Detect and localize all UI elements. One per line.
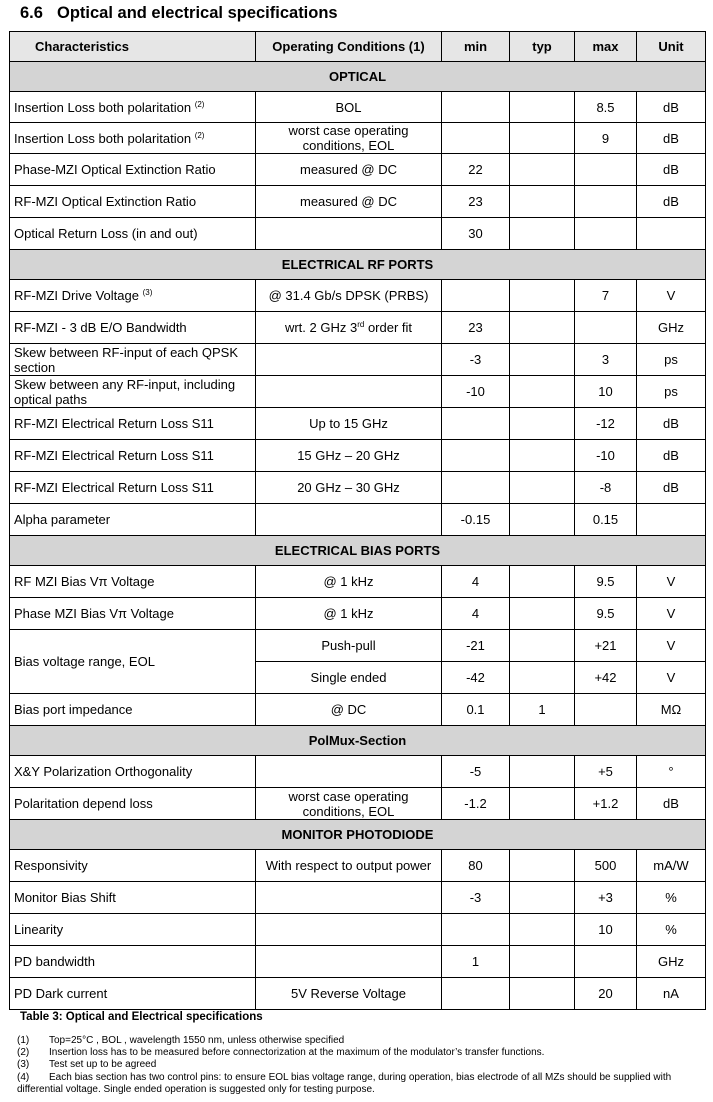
footnote-text: Insertion loss has to be measured before connectorization at the maximum of the modulator’s transfer functions. xyxy=(49,1047,545,1059)
characteristic-text: Phase MZI Bias Vπ Voltage xyxy=(14,606,174,621)
conditions-cell xyxy=(256,92,442,123)
conditions-cell xyxy=(256,154,442,186)
max-cell xyxy=(575,312,637,344)
characteristic-text: RF-MZI Optical Extinction Ratio xyxy=(14,194,197,209)
section-title: ELECTRICAL BIAS PORTS xyxy=(10,536,706,566)
conditions-text: 15 GHz – 20 GHz xyxy=(297,448,400,463)
characteristic-text: Skew between RF-input of each QPSK section xyxy=(14,344,239,375)
unit-cell: ° xyxy=(637,756,706,788)
max-cell: -8 xyxy=(575,472,637,504)
conditions-text: Up to 15 GHz xyxy=(309,416,388,431)
characteristic-text: Bias voltage range, EOL xyxy=(14,654,155,669)
conditions-cell xyxy=(256,978,442,1010)
conditions-cell xyxy=(256,882,442,914)
characteristic-text: Bias port impedance xyxy=(14,702,133,717)
section-heading xyxy=(20,4,338,23)
unit-cell: V xyxy=(637,630,706,662)
table-row xyxy=(10,504,706,536)
footnote-label: (3) xyxy=(17,1059,30,1071)
max-cell: 9.5 xyxy=(575,598,637,630)
table-row xyxy=(10,344,706,376)
typ-cell xyxy=(510,598,575,630)
conditions-cell xyxy=(256,504,442,536)
characteristic-cell xyxy=(10,92,256,123)
footnote-ref: (2) xyxy=(194,130,205,140)
typ-cell xyxy=(510,376,575,408)
conditions-cell xyxy=(256,280,442,312)
conditions-cell xyxy=(256,408,442,440)
unit-cell: % xyxy=(637,914,706,946)
characteristic-cell xyxy=(10,280,256,312)
conditions-text: @ 1 kHz xyxy=(323,606,374,621)
characteristic-cell xyxy=(10,788,256,820)
table-row xyxy=(10,408,706,440)
table-row xyxy=(10,312,706,344)
footnote xyxy=(17,1072,707,1096)
typ-cell xyxy=(510,756,575,788)
typ-cell xyxy=(510,440,575,472)
characteristic-text: X&Y Polarization Orthogonality xyxy=(14,764,193,779)
conditions-cell xyxy=(256,946,442,978)
unit-cell: GHz xyxy=(637,312,706,344)
characteristic-cell xyxy=(10,850,256,882)
characteristic-text: Skew between any RF-input, including optical paths xyxy=(14,376,236,407)
min-cell: 4 xyxy=(442,598,510,630)
typ-cell: 1 xyxy=(510,694,575,726)
col-header-max: max xyxy=(575,32,637,62)
characteristic-cell xyxy=(10,472,256,504)
unit-cell: V xyxy=(637,662,706,694)
conditions-cell xyxy=(256,850,442,882)
unit-cell: dB xyxy=(637,92,706,123)
section-title: MONITOR PHOTODIODE xyxy=(10,820,706,850)
typ-cell xyxy=(510,123,575,154)
table-row xyxy=(10,788,706,820)
min-cell: -3 xyxy=(442,344,510,376)
spec-table xyxy=(9,31,706,1010)
characteristic-text: Responsivity xyxy=(14,858,88,873)
table-row xyxy=(10,92,706,123)
unit-cell: % xyxy=(637,882,706,914)
unit-cell: V xyxy=(637,566,706,598)
conditions-text: With respect to output power xyxy=(265,858,432,873)
max-cell: 9 xyxy=(575,123,637,154)
typ-cell xyxy=(510,914,575,946)
footnote-ref: (3) xyxy=(142,288,153,297)
typ-cell xyxy=(510,978,575,1010)
table-row xyxy=(10,850,706,882)
typ-cell xyxy=(510,154,575,186)
conditions-text: worst case operating conditions, EOL xyxy=(288,788,409,819)
max-cell: 9.5 xyxy=(575,566,637,598)
section-title: ELECTRICAL RF PORTS xyxy=(10,250,706,280)
col-header-characteristics: Characteristics xyxy=(10,32,256,62)
table-row xyxy=(10,218,706,250)
characteristic-cell xyxy=(10,186,256,218)
characteristic-text: PD Dark current xyxy=(14,986,108,1001)
characteristic-text: RF-MZI Drive Voltage xyxy=(14,288,139,303)
table-caption: Table 3: Optical and Electrical specifications xyxy=(20,1011,263,1023)
conditions-text: Single ended xyxy=(310,670,387,685)
table-row xyxy=(10,756,706,788)
footnote-label: (4) xyxy=(17,1071,30,1083)
unit-cell: ps xyxy=(637,376,706,408)
characteristic-text: Polaritation depend loss xyxy=(14,796,153,811)
min-cell: -5 xyxy=(442,756,510,788)
max-cell xyxy=(575,186,637,218)
conditions-cell xyxy=(256,344,442,376)
characteristic-cell xyxy=(10,123,256,154)
min-cell: 30 xyxy=(442,218,510,250)
characteristic-cell xyxy=(10,218,256,250)
max-cell: 7 xyxy=(575,280,637,312)
conditions-cell xyxy=(256,123,442,154)
max-cell xyxy=(575,218,637,250)
min-cell: -10 xyxy=(442,376,510,408)
conditions-text: worst case operating conditions, EOL xyxy=(288,123,409,153)
footnote xyxy=(17,1047,707,1059)
conditions-text: 5V Reverse Voltage xyxy=(291,986,406,1001)
min-cell xyxy=(442,440,510,472)
footnote-label: (2) xyxy=(17,1047,30,1059)
spec-table-body xyxy=(10,62,706,1010)
min-cell: 4 xyxy=(442,566,510,598)
col-header-unit: Unit xyxy=(637,32,706,62)
unit-cell: dB xyxy=(637,154,706,186)
conditions-cell xyxy=(256,694,442,726)
typ-cell xyxy=(510,788,575,820)
characteristic-text: Linearity xyxy=(14,922,64,937)
characteristic-text: Phase-MZI Optical Extinction Ratio xyxy=(14,162,216,177)
characteristic-text: Alpha parameter xyxy=(14,512,111,527)
conditions-text: measured @ DC xyxy=(299,162,397,177)
characteristic-cell xyxy=(10,694,256,726)
min-cell xyxy=(442,92,510,123)
header-row xyxy=(10,32,706,62)
typ-cell xyxy=(510,850,575,882)
footnote-label: (1) xyxy=(17,1035,30,1046)
typ-cell xyxy=(510,882,575,914)
characteristic-text: PD bandwidth xyxy=(14,954,95,969)
section-row xyxy=(10,536,706,566)
max-cell: 20 xyxy=(575,978,637,1010)
min-cell: -42 xyxy=(442,662,510,694)
unit-cell: dB xyxy=(637,186,706,218)
min-cell: 0.1 xyxy=(442,694,510,726)
table-row xyxy=(10,154,706,186)
section-number: 6.6 xyxy=(20,4,43,22)
conditions-cell xyxy=(256,914,442,946)
unit-cell: GHz xyxy=(637,946,706,978)
characteristic-text: RF-MZI Electrical Return Loss S11 xyxy=(14,480,214,495)
characteristic-text: RF-MZI Electrical Return Loss S11 xyxy=(14,416,214,431)
max-cell: 3 xyxy=(575,344,637,376)
characteristic-cell xyxy=(10,882,256,914)
max-cell: 10 xyxy=(575,376,637,408)
min-cell xyxy=(442,914,510,946)
footnote-text: Test set up to be agreed xyxy=(49,1059,157,1071)
table-row xyxy=(10,598,706,630)
section-row xyxy=(10,820,706,850)
typ-cell xyxy=(510,504,575,536)
max-cell: 500 xyxy=(575,850,637,882)
characteristic-text: Insertion Loss both polaritation xyxy=(14,99,192,115)
conditions-cell xyxy=(256,376,442,408)
unit-cell: dB xyxy=(637,440,706,472)
typ-cell xyxy=(510,280,575,312)
conditions-text: measured @ DC xyxy=(299,194,397,209)
characteristic-text: RF-MZI Electrical Return Loss S11 xyxy=(14,448,214,463)
min-cell: 1 xyxy=(442,946,510,978)
table-row xyxy=(10,978,706,1010)
conditions-tail: order fit xyxy=(364,320,413,335)
min-cell: 23 xyxy=(442,186,510,218)
max-cell xyxy=(575,154,637,186)
characteristic-text: RF MZI Bias Vπ Voltage xyxy=(14,574,155,589)
min-cell xyxy=(442,408,510,440)
typ-cell xyxy=(510,344,575,376)
unit-cell: V xyxy=(637,598,706,630)
table-row xyxy=(10,566,706,598)
typ-cell xyxy=(510,472,575,504)
unit-cell: dB xyxy=(637,472,706,504)
min-cell xyxy=(442,472,510,504)
characteristic-cell xyxy=(10,344,256,376)
footnote-ref: (2) xyxy=(194,99,205,109)
table-row xyxy=(10,186,706,218)
unit-cell: dB xyxy=(637,788,706,820)
characteristic-cell xyxy=(10,504,256,536)
table-row xyxy=(10,914,706,946)
unit-cell: MΩ xyxy=(637,694,706,726)
typ-cell xyxy=(510,92,575,123)
conditions-text: 20 GHz – 30 GHz xyxy=(297,480,400,495)
section-row xyxy=(10,726,706,756)
conditions-cell xyxy=(256,756,442,788)
unit-cell: V xyxy=(637,280,706,312)
section-row xyxy=(10,250,706,280)
characteristic-cell xyxy=(10,978,256,1010)
min-cell: -0.15 xyxy=(442,504,510,536)
typ-cell xyxy=(510,312,575,344)
typ-cell xyxy=(510,186,575,218)
characteristic-cell xyxy=(10,630,256,694)
col-header-min: min xyxy=(442,32,510,62)
min-cell: -3 xyxy=(442,882,510,914)
characteristic-cell xyxy=(10,756,256,788)
conditions-text: @ 31.4 Gb/s DPSK (PRBS) xyxy=(268,288,429,303)
typ-cell xyxy=(510,218,575,250)
unit-cell xyxy=(637,218,706,250)
conditions-cell xyxy=(256,218,442,250)
conditions-cell xyxy=(256,598,442,630)
footnote xyxy=(17,1059,707,1071)
table-row xyxy=(10,440,706,472)
min-cell: 22 xyxy=(442,154,510,186)
table-row xyxy=(10,280,706,312)
characteristic-cell xyxy=(10,946,256,978)
section-title: OPTICAL xyxy=(10,62,706,92)
table-row xyxy=(10,882,706,914)
max-cell: +21 xyxy=(575,630,637,662)
characteristic-cell xyxy=(10,154,256,186)
max-cell: +5 xyxy=(575,756,637,788)
min-cell xyxy=(442,978,510,1010)
characteristic-text: Optical Return Loss (in and out) xyxy=(14,226,198,241)
characteristic-cell xyxy=(10,914,256,946)
conditions-cell xyxy=(256,566,442,598)
col-header-typ: typ xyxy=(510,32,575,62)
max-cell: +42 xyxy=(575,662,637,694)
max-cell: 8.5 xyxy=(575,92,637,123)
characteristic-text: Monitor Bias Shift xyxy=(14,890,116,905)
footnote-text: Each bias section has two control pins: to ensure EOL bias voltage range, during operation, bias electrode of all MZs should be supplied with differential voltage. Single ended operation is suggested only for testing purpose. xyxy=(17,1071,672,1095)
conditions-cell xyxy=(256,472,442,504)
max-cell: +3 xyxy=(575,882,637,914)
ordinal-suffix: rd xyxy=(357,320,365,329)
min-cell xyxy=(442,280,510,312)
characteristic-text: RF-MZI - 3 dB E/O Bandwidth xyxy=(14,320,187,335)
max-cell: 10 xyxy=(575,914,637,946)
typ-cell xyxy=(510,566,575,598)
table-row xyxy=(10,376,706,408)
conditions-text: @ DC xyxy=(330,702,367,717)
min-cell xyxy=(442,123,510,154)
characteristic-cell xyxy=(10,376,256,408)
conditions-cell xyxy=(256,186,442,218)
characteristic-cell xyxy=(10,440,256,472)
table-row xyxy=(10,123,706,154)
unit-cell: dB xyxy=(637,123,706,154)
max-cell: +1.2 xyxy=(575,788,637,820)
table-row xyxy=(10,946,706,978)
conditions-text: @ 1 kHz xyxy=(323,574,374,589)
conditions-cell xyxy=(256,788,442,820)
min-cell: -21 xyxy=(442,630,510,662)
conditions-cell xyxy=(256,312,442,344)
min-cell: 23 xyxy=(442,312,510,344)
table-row xyxy=(10,630,706,662)
unit-cell: mA/W xyxy=(637,850,706,882)
conditions-text: wrt. 2 GHz 3 xyxy=(284,320,358,335)
typ-cell xyxy=(510,946,575,978)
characteristic-cell xyxy=(10,566,256,598)
unit-cell: nA xyxy=(637,978,706,1010)
section-title: PolMux-Section xyxy=(10,726,706,756)
table-row xyxy=(10,694,706,726)
max-cell xyxy=(575,946,637,978)
characteristic-cell xyxy=(10,408,256,440)
characteristic-text: Insertion Loss both polaritation xyxy=(14,130,192,146)
characteristic-cell xyxy=(10,598,256,630)
typ-cell xyxy=(510,630,575,662)
footnotes xyxy=(17,1035,707,1096)
max-cell: 0.15 xyxy=(575,504,637,536)
conditions-cell xyxy=(256,630,442,662)
typ-cell xyxy=(510,408,575,440)
table-row xyxy=(10,472,706,504)
section-title: Optical and electrical specifications xyxy=(57,4,338,22)
footnote xyxy=(17,1035,707,1047)
unit-cell: dB xyxy=(637,408,706,440)
max-cell xyxy=(575,694,637,726)
footnote-text: Top=25°C , BOL , wavelength 1550 nm, unless otherwise specified xyxy=(49,1035,345,1046)
min-cell: 80 xyxy=(442,850,510,882)
conditions-text: Push-pull xyxy=(321,638,376,653)
unit-cell xyxy=(637,504,706,536)
conditions-cell xyxy=(256,662,442,694)
col-header-conditions: Operating Conditions (1) xyxy=(256,32,442,62)
max-cell: -10 xyxy=(575,440,637,472)
max-cell: -12 xyxy=(575,408,637,440)
unit-cell: ps xyxy=(637,344,706,376)
conditions-text: BOL xyxy=(335,99,362,115)
characteristic-cell xyxy=(10,312,256,344)
typ-cell xyxy=(510,662,575,694)
section-row xyxy=(10,62,706,92)
min-cell: -1.2 xyxy=(442,788,510,820)
conditions-cell xyxy=(256,440,442,472)
